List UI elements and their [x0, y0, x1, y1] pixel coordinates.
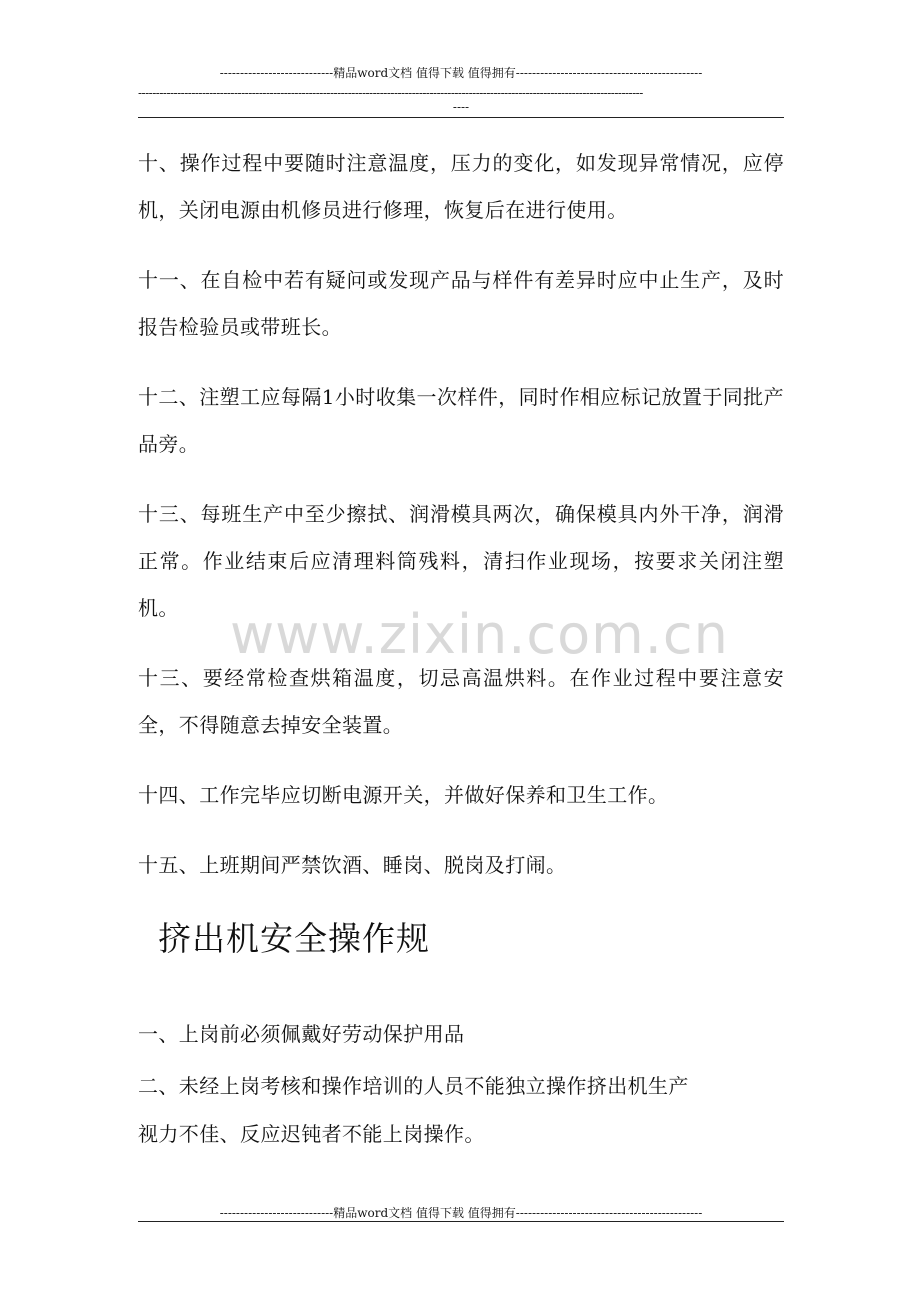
watermark: www.zixin.com.cn [230, 603, 729, 666]
paragraph-15: 十五、上班期间严禁饮酒、睡岗、脱岗及打闹。 [138, 853, 567, 877]
header-dash-line: ---------------------------------------------------------------------------------------------------------------------------------------------- [138, 86, 643, 100]
section-title: 挤出机安全操作规 [158, 919, 430, 958]
section-item-1: 一、上岗前必须佩戴好劳动保护用品 [138, 1022, 465, 1046]
header-dash-tail: ---- [452, 100, 470, 114]
section-item-2-continued: 视力不佳、反应迟钝者不能上岗操作。 [138, 1122, 485, 1146]
header-rule [138, 117, 784, 118]
header-banner: ----------------------------精品word文档 值得下载 值得拥有---------------------------------------------- [219, 66, 703, 80]
paragraph-13a: 十三、每班生产中至少擦拭、润滑模具两次，确保模具内外干净，润滑正常。作业结束后应清理料筒残料，清扫作业现场，按要求关闭注塑机。 [138, 502, 784, 620]
paragraph-14: 十四、工作完毕应切断电源开关，并做好保养和卫生工作。 [138, 783, 669, 807]
footer-banner: ----------------------------精品word文档 值得下载 值得拥有---------------------------------------------- [219, 1206, 703, 1220]
section-item-2: 二、未经上岗考核和操作培训的人员不能独立操作挤出机生产 [138, 1074, 689, 1098]
paragraph-10: 十、操作过程中要随时注意温度，压力的变化，如发现异常情况，应停机，关闭电源由机修员进行修理，恢复后在进行使用。 [138, 151, 784, 222]
paragraph-11: 十一、在自检中若有疑问或发现产品与样件有差异时应中止生产，及时报告检验员或带班长。 [138, 268, 784, 339]
paragraph-12: 十二、注塑工应每隔1小时收集一次样件，同时作相应标记放置于同批产品旁。 [138, 385, 784, 456]
footer-rule [138, 1221, 784, 1222]
paragraph-13b: 十三、要经常检查烘箱温度，切忌高温烘料。在作业过程中要注意安全，不得随意去掉安全装置。 [138, 666, 784, 737]
